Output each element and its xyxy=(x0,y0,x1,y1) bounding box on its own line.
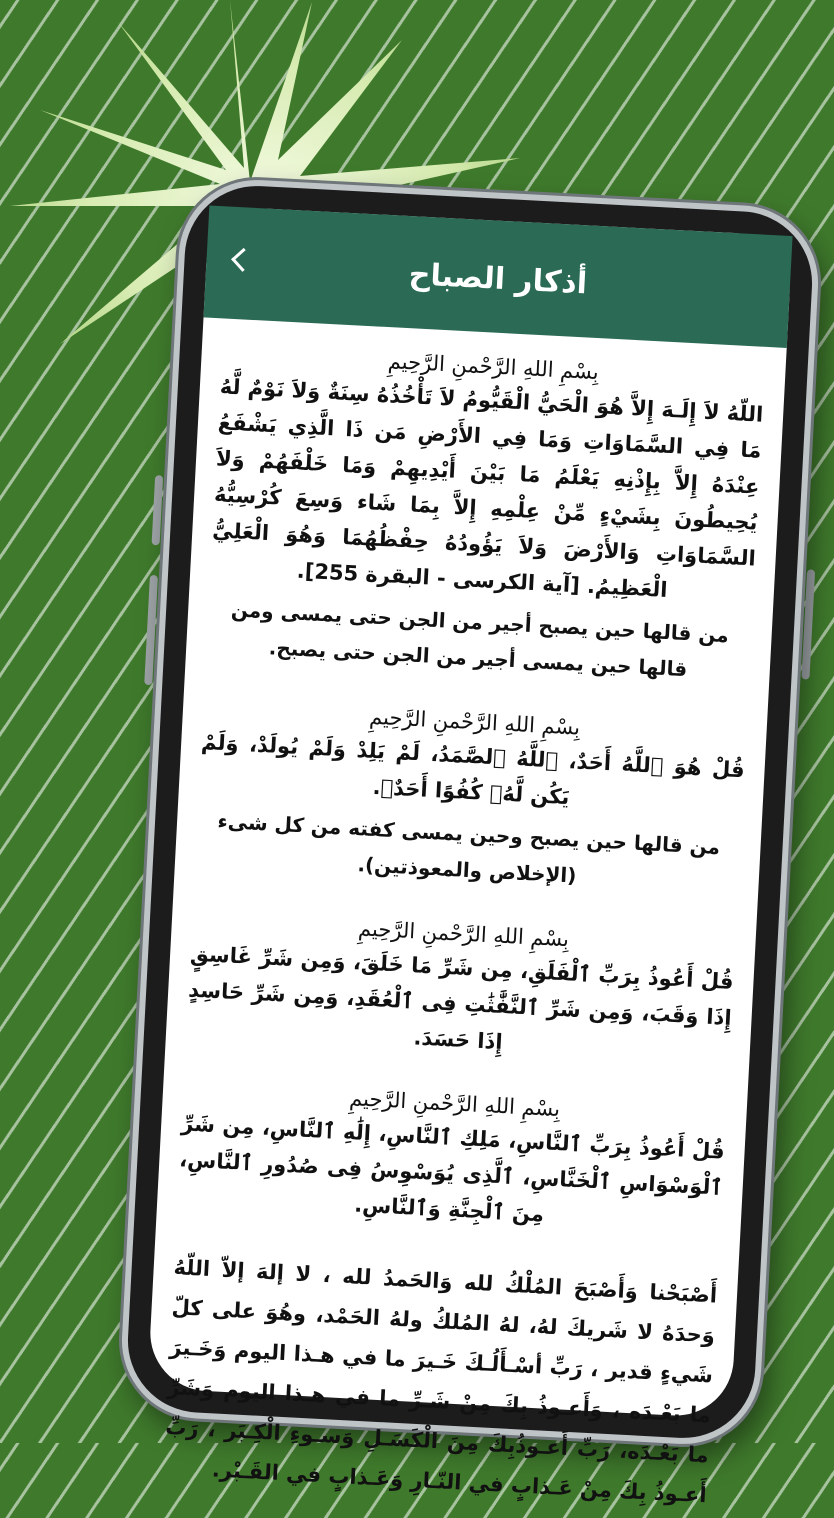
chevron-left-icon[interactable] xyxy=(231,248,255,272)
zikr-item xyxy=(162,1247,718,1515)
zikr-text: قُلْ أَعُوذُ بِرَبِّ ٱلنَّاسِ، مَلِكِ ٱلنَّاسِ، إِلَٰهِ ٱلنَّاسِ، مِن شَرِّ ٱلْوَسْوَاسِ ٱلْخَنَّاسِ، ٱلَّذِى يُوَسْوِسُ فِى صُدُورِ ٱلنَّاسِ، مِنَ ٱلْجِنَّةِ وَٱلنَّاسِ. xyxy=(178,1111,726,1227)
basmala: بِسْمِ اللهِ الرَّحْمنِ الرَّحِيمِ xyxy=(348,1086,561,1122)
azkar-list[interactable] xyxy=(142,317,786,1516)
zikr-item xyxy=(177,1077,727,1241)
zikr-item xyxy=(185,908,735,1072)
zikr-text: قُلْ هُوَ ٱللَّهُ أَحَدٌ، ٱللَّهُ ٱلصَّمَدُ، لَمْ يَلِدْ وَلَمْ يُولَدْ، وَلَمْ يَكُن لَّهُۥ كُفُوًا أَحَدٌۢ. xyxy=(200,729,746,810)
basmala: بِسْمِ اللهِ الرَّحْمنِ الرَّحِيمِ xyxy=(368,704,581,740)
zikr-virtue: من قالها حين يصبح وحين يمسى كفته من كل شىء (الإخلاص والمعوذتين). xyxy=(217,808,721,888)
zikr-text: قُلْ أَعُوذُ بِرَبِّ ٱلْفَلَقِ، مِن شَرِّ مَا خَلَقَ، وَمِن شَرِّ غَاسِقٍ إِذَا وَقَبَ، وَمِن شَرِّ ٱلنَّفَّٰثَٰتِ فِى ٱلْعُقَدِ، وَمِن شَرِّ حَاسِدٍ إِذَا حَسَدَ. xyxy=(187,941,735,1055)
volume-button xyxy=(152,475,164,545)
phone-mockup xyxy=(118,176,822,1508)
morning-dua-text: أَصْبَحْنا وَأَصْبَحَ المُلْكُ لله وَالحَمدُ لله ، لا إلهَ إلاّ اللّهُ وَحدَهُ لا شَريكَ لهُ، لهُ المُلكُ ولهُ الحَمْد، وهُوَ على كلّ شَيءٍ قدير ، رَبِّ أسْـأَلُـكَ خَـيرَ ما في هـذا اليوم وَخَـيرَ ما بَعْـدَه ، وَأَعـوذُ بِكَ مِنْ شَـرِّ ما في هـذا اليوم وَشَرِّ ما بَعْـدَه، رَبِّ أَعـوذُبِكَ مِنَ الْكَسَـلِ وَسـوءِ الْكِـبَر ، رَبِّ أَعـوذُ بِكَ مِنْ عَـذابٍ في النّـارِ وَعَـذابٍ في القَـبْر. xyxy=(164,1255,718,1508)
power-button xyxy=(801,569,815,679)
zikr-item xyxy=(205,340,765,690)
zikr-text: اللّهُ لاَ إِلَـهَ إِلاَّ هُوَ الْحَيُّ الْقَيُّومُ لاَ تَأْخُذُهُ سِنَةٌ وَلاَ نَوْمٌ لَّهُ مَا فِي السَّمَاوَاتِ وَمَا فِي الأَرْضِ مَن ذَا الَّذِي يَشْفَعُ عِنْدَهُ إِلاَّ بِإِذْنِهِ يَعْلَمُ مَا بَيْنَ أَيْدِيهِمْ وَمَا خَلْفَهُمْ وَلاَ يُحِيطُونَ بِشَيْءٍ مِّنْ عِلْمِهِ إِلاَّ بِمَا شَاء وَسِعَ كُرْسِيُّهُ السَّمَاوَاتِ وَالأَرْضَ وَلاَ يَؤُودُهُ حِفْظُهُمَا وَهُوَ الْعَلِيُّ الْعَظِيمُ. [آية الكرسى - البقرة 255]. xyxy=(211,374,764,603)
basmala: بِسْمِ اللهِ الرَّحْمنِ الرَّحِيمِ xyxy=(357,916,570,952)
volume-button xyxy=(144,575,158,685)
page-title: أذكار الصباح xyxy=(407,256,588,301)
phone-screen xyxy=(147,206,792,1508)
zikr-virtue: من قالها حين يصبح أجير من الجن حتى يمسى ومن قالها حين يمسى أجير من الجن حتى يصبح. xyxy=(230,597,730,682)
phone-frame xyxy=(118,176,822,1508)
zikr-item xyxy=(194,696,747,902)
basmala: بِسْمِ اللهِ الرَّحْمنِ الرَّحِيمِ xyxy=(387,349,600,385)
